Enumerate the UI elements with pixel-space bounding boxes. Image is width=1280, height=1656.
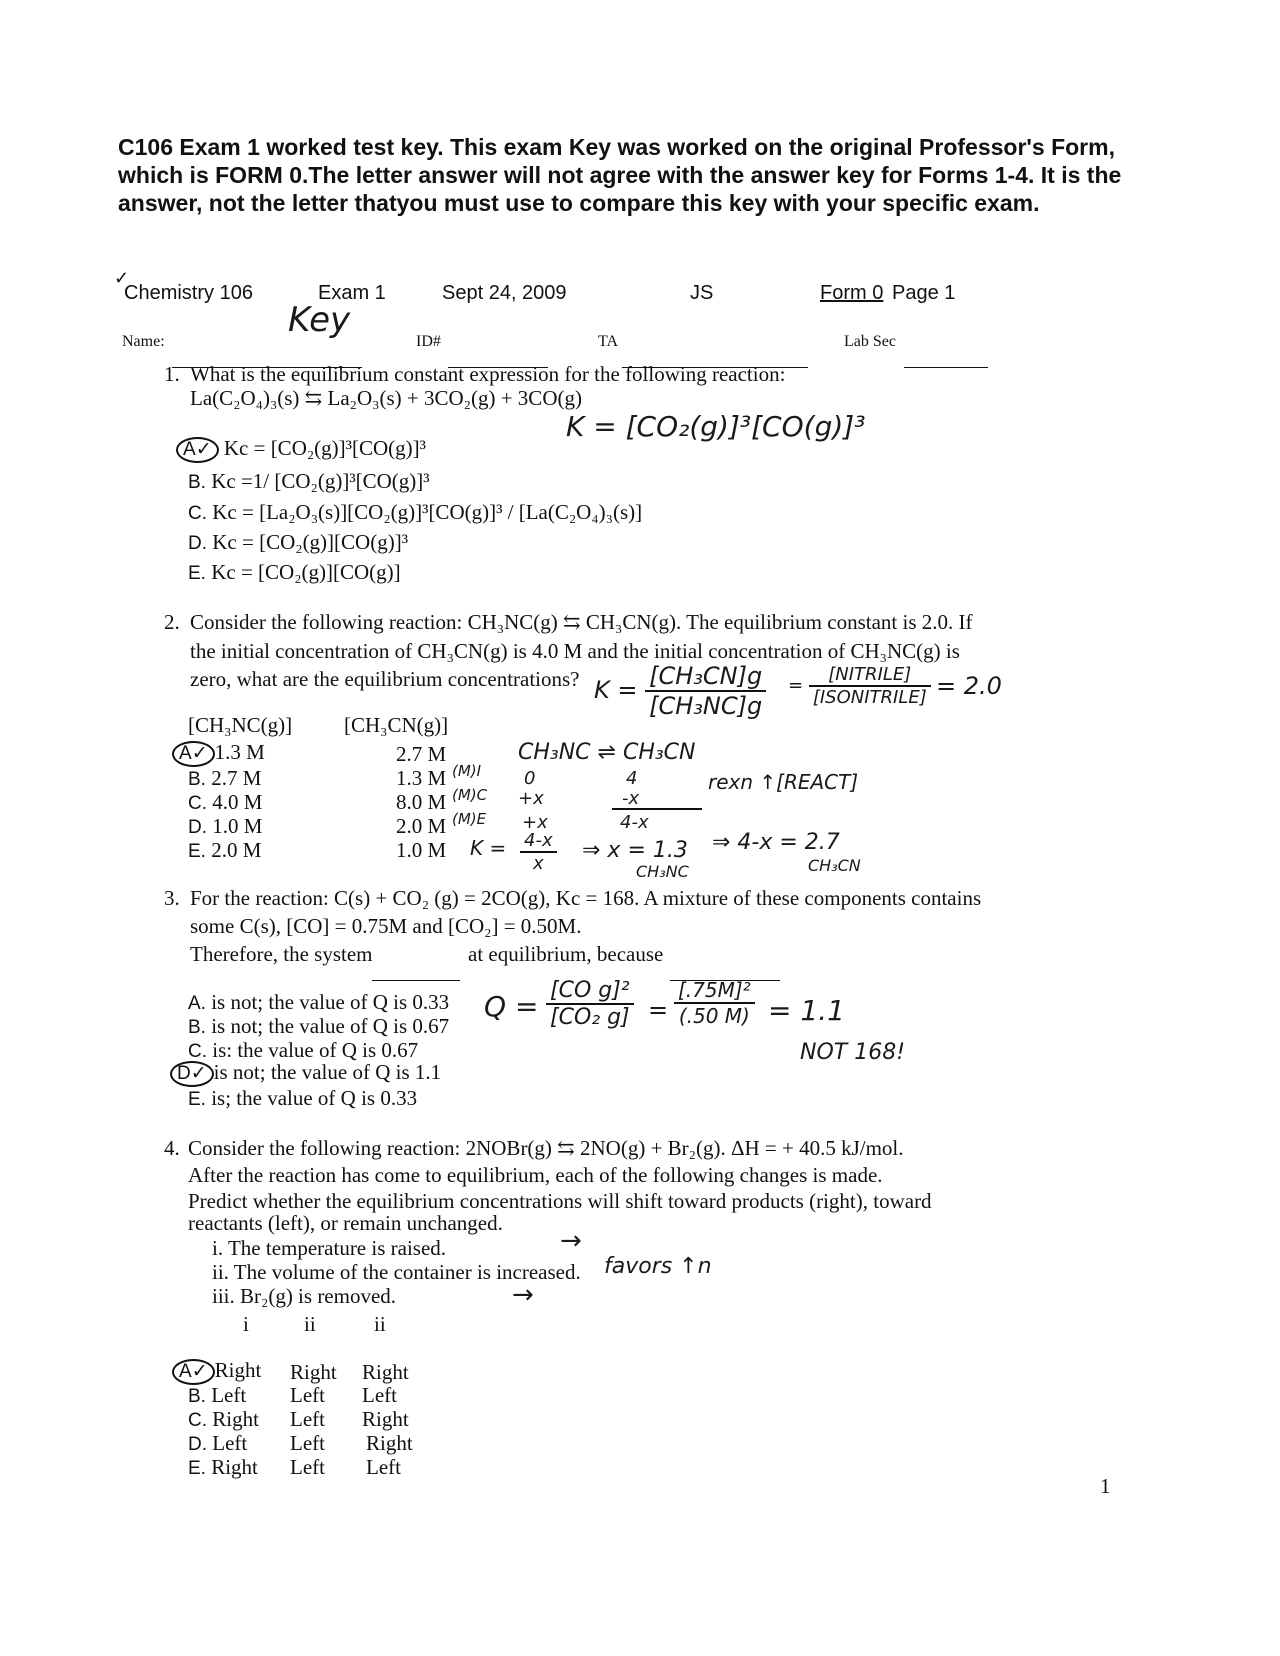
q3-stem-line3: Therefore, the system <box>190 942 373 966</box>
q4-option-e[interactable]: E. Right <box>188 1455 258 1479</box>
ice-i-left: 0 <box>524 768 536 789</box>
q3-option-a[interactable]: A. is not; the value of Q is 0.33 <box>188 990 450 1014</box>
q4-b-iii: Left <box>362 1383 397 1407</box>
q3-fraction-2: $\frac{\text{[.75M]²}}{(.50 M)}$ <box>674 978 755 1028</box>
q4-e-iii: Left <box>366 1455 401 1479</box>
q4-option-c[interactable]: C. Right <box>188 1407 259 1431</box>
q4-stem-line4: reactants (left), or remain unchanged. <box>188 1211 503 1235</box>
answer-circle: A✓ <box>172 741 215 767</box>
ice-equation: CH₃NC ⇌ CH₃CN <box>518 740 696 765</box>
q4-option-b[interactable]: B. Left <box>188 1383 247 1407</box>
id-label: ID# <box>416 333 441 350</box>
ice-c-right: -x <box>622 788 640 809</box>
q1-option-b[interactable]: B. Kc =1/ [CO₂(g)]³[CO(g)]³ <box>188 469 430 493</box>
q2-option-b-b: 1.3 M <box>396 766 447 790</box>
q1-note: K = [CO₂(g)]³[CO(g)]³ <box>566 410 866 443</box>
k-solve-label: K = <box>470 836 507 860</box>
q3-blank-1 <box>372 964 460 981</box>
q2-ratio-note: = $\frac{\text{[NITRILE]}}{\text{[ISONITRILE]}}$ <box>788 664 931 708</box>
q2-col2-header: [CH₃CN(g)] <box>344 713 449 737</box>
q4-a-iii: Right <box>362 1360 409 1384</box>
exam-date: Sept 24, 2009 <box>442 282 567 304</box>
q1-option-d[interactable]: D. Kc = [CO₂(g)][CO(g)]³ <box>188 530 408 554</box>
form-label: Form 0 <box>820 282 884 304</box>
q3-equals: = <box>648 996 669 1024</box>
page-label: Page 1 <box>892 282 956 304</box>
q2-option-b[interactable]: B. 2.7 M <box>188 766 262 790</box>
q1-number: 1. <box>164 362 180 386</box>
instructor-initials: JS <box>690 282 714 304</box>
q2-option-c[interactable]: C. 4.0 M <box>188 790 263 814</box>
answer-circle: D✓ <box>170 1061 214 1087</box>
labsec-label: Lab Sec <box>844 333 896 350</box>
q2-option-d[interactable]: D. 1.0 M <box>188 814 263 838</box>
q3-stem-line2: some C(s), [CO] = 0.75M and [CO₂] = 0.50M. <box>190 914 582 938</box>
q4-change-3: iii. Br₂(g) is removed. <box>212 1284 397 1308</box>
solve-4-x: ⇒ 4-x = 2.7 <box>712 830 840 855</box>
ice-divider <box>612 808 702 810</box>
solve-x-label: CH₃NC <box>636 862 689 881</box>
q3-result: = 1.1 <box>768 994 845 1027</box>
q2-option-d-b: 2.0 M <box>396 814 447 838</box>
q2-option-a-b: 2.7 M <box>396 742 447 766</box>
q4-option-d[interactable]: D. Left <box>188 1431 248 1455</box>
ice-e-label: (M)E <box>452 810 487 828</box>
name-label: Name: <box>122 333 165 350</box>
q2-option-c-b: 8.0 M <box>396 790 447 814</box>
ice-i-right: 4 <box>626 768 638 789</box>
exam-label: Exam 1 <box>318 282 386 304</box>
rexn-note: rexn ↑[REACT] <box>708 770 859 794</box>
q4-e-ii: Left <box>290 1455 325 1479</box>
q1-option-c[interactable]: C. Kc = [La₂O₃(s)][CO₂(g)]³[CO(g)]³ / [La(C₂O₄)₃(s)] <box>188 500 643 524</box>
q4-stem-line2: After the reaction has come to equilibrium, each of the following changes is made. <box>188 1163 883 1187</box>
q3-fraction-1: $\frac{\text{[CO g]²}}{\text{[CO₂ g]}}$ <box>546 978 634 1030</box>
q2-col1-header: [CH₃NC(g)] <box>188 713 293 737</box>
q2-stem-line2: the initial concentration of CH₃CN(g) is 4.0 M and the initial concentration of CH₃NC(g) is <box>190 639 960 663</box>
labsec-line <box>904 351 988 368</box>
ice-c-label: (M)C <box>452 786 488 804</box>
q3-at-equilibrium: at equilibrium, because <box>468 942 664 966</box>
q1-option-a-text: Kc = [CO₂(g)]³[CO(g)]³ <box>223 436 426 460</box>
q2-option-a[interactable]: A✓ 1.3 M <box>172 740 265 767</box>
q1-option-a[interactable] <box>176 436 426 463</box>
ice-c-left: +x <box>518 788 544 809</box>
k-solve-fraction: $\frac{4-x}{x}$ <box>520 830 557 874</box>
name-value: Key <box>288 300 351 340</box>
q3-number: 3. <box>164 886 180 910</box>
q2-stem-line3: zero, what are the equilibrium concentrations? <box>190 667 580 691</box>
ice-e-right: 4-x <box>620 812 649 833</box>
q4-favors-note: favors ↑n <box>604 1254 712 1279</box>
q2-stem-line1: Consider the following reaction: CH₃NC(g) ⇆ CH₃CN(g). The equilibrium constant is 2.0. If <box>190 610 973 634</box>
q4-b-ii: Left <box>290 1383 325 1407</box>
intro-text: C106 Exam 1 worked test key. This exam Key was worked on the original Professor's Form, which is FORM 0.The letter answer will not agree with the answer key for Forms 1-4. It is the answer, not the letter thatyou must use to compare this key with your specific exam. <box>118 134 1122 216</box>
check-mark-icon: ✓ <box>114 268 130 288</box>
answer-circle: A✓ <box>172 1359 215 1385</box>
q4-change-2: ii. The volume of the container is increased. <box>212 1260 581 1284</box>
q4-option-a[interactable]: A✓ Right <box>172 1358 261 1385</box>
q4-stem-line1: Consider the following reaction: 2NOBr(g) ⇆ 2NO(g) + Br₂(g). ΔH = + 40.5 kJ/mol. <box>188 1136 904 1160</box>
q4-a-ii: Right <box>290 1360 337 1384</box>
ice-i-label: (M)I <box>452 762 482 780</box>
q4-d-ii: Left <box>290 1431 325 1455</box>
q4-col-i: i <box>243 1312 249 1336</box>
q2-option-e[interactable]: E. 2.0 M <box>188 838 262 862</box>
q4-col-iii: ii <box>374 1312 386 1336</box>
q4-stem-line3: Predict whether the equilibrium concentrations will shift toward products (right), toward <box>188 1189 932 1213</box>
q4-change-1: i. The temperature is raised. <box>212 1236 447 1260</box>
q3-option-d[interactable]: D✓ is not; the value of Q is 1.1 <box>170 1060 441 1087</box>
q2-k-note: K = $\frac{\text{[CH₃CN]g}}{\text{[CH₃NC]g}}$ <box>594 662 766 720</box>
ice-e-left: +x <box>522 812 548 833</box>
q4-col-ii: ii <box>304 1312 316 1336</box>
solve-x: ⇒ x = 1.3 <box>582 838 688 863</box>
q1-option-e[interactable]: E. Kc = [CO₂(g)][CO(g)] <box>188 560 401 584</box>
q4-d-iii: Right <box>366 1431 413 1455</box>
q1-stem: What is the equilibrium constant expression for the following reaction: <box>190 362 786 386</box>
q3-option-b[interactable]: B. is not; the value of Q is 0.67 <box>188 1014 450 1038</box>
q2-number: 2. <box>164 610 180 634</box>
q4-c-iii: Right <box>362 1407 409 1431</box>
q4-arrow-2: → <box>512 1280 534 1310</box>
course-title: Chemistry 106 <box>124 282 253 304</box>
q2-option-e-b: 1.0 M <box>396 838 447 862</box>
q3-not168: NOT 168! <box>800 1040 906 1065</box>
q1-reaction: La(C₂O₄)₃(s) ⇆ La₂O₃(s) + 3CO₂(g) + 3CO(g) <box>190 386 582 410</box>
q4-c-ii: Left <box>290 1407 325 1431</box>
answer-circle: A✓ <box>176 437 219 463</box>
q3-option-e[interactable]: E. is; the value of Q is 0.33 <box>188 1086 418 1110</box>
q4-number: 4. <box>164 1136 180 1160</box>
q3-q-label: Q = <box>484 990 539 1023</box>
q3-stem-line1: For the reaction: C(s) + CO₂ (g) = 2CO(g), Kc = 168. A mixture of these components contains <box>190 886 982 910</box>
solve-4-x-label: CH₃CN <box>808 856 861 875</box>
q3-option-c[interactable]: C. is: the value of Q is 0.67 <box>188 1038 419 1062</box>
page-number: 1 <box>1100 1474 1111 1498</box>
q2-k-value: = 2.0 <box>936 672 1002 700</box>
q4-arrow-1: → <box>560 1226 582 1256</box>
ta-label: TA <box>598 333 619 350</box>
